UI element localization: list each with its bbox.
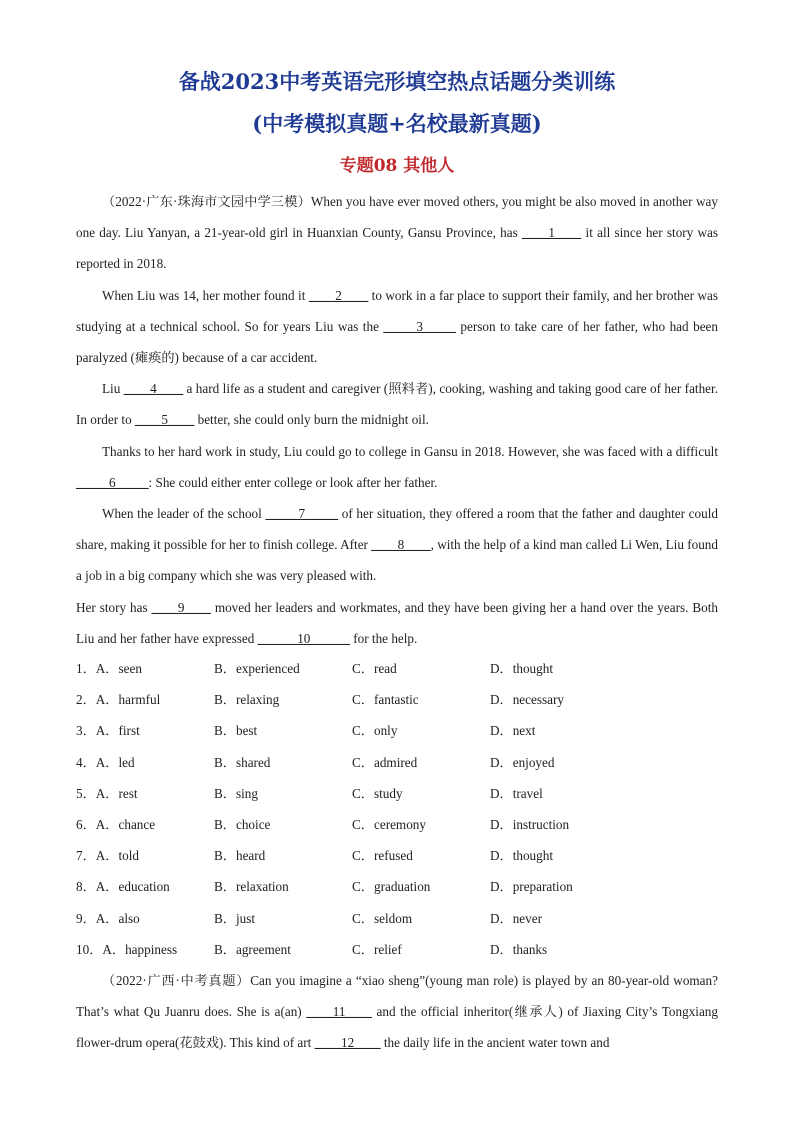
paragraph-2: When Liu was 14, her mother found it ____2____ to work in a far place to support their family, and her brother was studying at a technical school. So for years Liu was the _____3_____ person to take care of her father, who had been paralyzed (瘫痪的) because of a car accident. — [76, 287, 718, 366]
option-row — [76, 934, 736, 965]
option-c: C．only — [352, 723, 398, 739]
passage-2 — [76, 965, 718, 1059]
option-b: B．best — [214, 723, 258, 739]
option-c: C．read — [352, 661, 397, 676]
option-c: C．ceremony — [352, 816, 426, 832]
paragraph-1: （2022·广东·珠海市文园中学三模）When you have ever moved others, you might be also moved in another way one day. Liu Yanyan, a 21-year-old girl in Huanxian County, Gansu Province, has ____1____ it all since her story was reported in 2018. — [76, 194, 719, 272]
blank-7: _____7_____ — [265, 506, 339, 522]
option-a: 8．A．education — [76, 879, 170, 895]
option-row — [76, 840, 736, 871]
option-c: C．seldom — [352, 910, 413, 926]
option-b: B．relaxing — [214, 692, 280, 708]
option-b: B．experienced — [214, 661, 300, 676]
paragraph-6: Her story has ____9____ moved her leaders and workmates, and they have been giving her a hand over the years. Both Liu and her father have expressed ______10______ for the help. — [76, 599, 718, 646]
paragraph-3: Liu ____4____ a hard life as a student and caregiver (照料者), cooking, washing and taking good care of her father. In order to ____5____ better, she could only burn the midnight oil. — [76, 381, 718, 428]
option-d: D．thought — [490, 848, 554, 864]
passage-1 — [76, 186, 718, 654]
blank-4: ____4____ — [123, 381, 184, 397]
option-b: B．sing — [214, 785, 258, 801]
option-b: B．choice — [214, 816, 271, 832]
option-b: B．agreement — [214, 941, 291, 957]
option-b: B．heard — [214, 848, 266, 864]
option-a: 7．A．told — [76, 848, 140, 864]
option-a: 9．A．also — [76, 910, 140, 926]
option-a: 5．A．rest — [76, 785, 138, 801]
blank-3: _____3_____ — [383, 318, 456, 334]
option-d: D．travel — [490, 785, 543, 801]
option-row — [76, 747, 736, 778]
option-d: D．next — [490, 723, 536, 739]
option-a: 10．A．happiness — [76, 941, 178, 957]
blank-11: ____11____ — [306, 1004, 372, 1020]
option-row — [76, 903, 736, 934]
blank-8: ____8____ — [371, 537, 431, 553]
option-d: D．thought — [490, 661, 554, 676]
option-c: C．refused — [352, 848, 413, 864]
option-d: D．preparation — [490, 879, 573, 895]
blank-9: ____9____ — [151, 599, 211, 615]
paragraph-7: （2022·广西·中考真题）Can you imagine a “xiao sheng”(young man role) is played by an 80-year-old woman? That’s what Qu Juanru does. She is a(an) ____11____ and the official inheritor(继承人) of Jiaxing City’s Tongxiang flower-drum opera(花鼓戏). This kind of art ____12____ the daily life in the ancient water town and — [76, 973, 718, 1051]
blank-10: ______10______ — [257, 630, 350, 646]
option-b: B．just — [214, 910, 256, 926]
option-c: C．admired — [352, 754, 418, 770]
option-row — [76, 653, 736, 684]
answer-options — [76, 653, 736, 965]
option-a: 6．A．chance — [76, 816, 156, 832]
option-row — [76, 684, 736, 715]
option-b: B．shared — [214, 754, 271, 770]
option-c: C．study — [352, 785, 403, 801]
blank-6: _____6_____ — [76, 474, 149, 490]
option-a: 1．A．seen — [76, 661, 142, 676]
blank-5: ____5____ — [134, 412, 195, 428]
blank-2: ____2____ — [308, 287, 369, 303]
option-d: D．enjoyed — [490, 754, 555, 770]
option-d: D．thanks — [490, 941, 548, 957]
option-b: B．relaxation — [214, 879, 289, 895]
option-c: C．fantastic — [352, 692, 419, 708]
paragraph-5: When the leader of the school _____7_____ of her situation, they offered a room that the father and daughter could share, making it possible for her to finish college. After ____8____, with the help of a kind man called Li Wen, Liu found a job in a big company which she was very pleased with. — [76, 506, 718, 584]
option-row — [76, 871, 736, 902]
option-a: 3．A．first — [76, 723, 140, 739]
option-d: D．necessary — [490, 692, 564, 708]
option-c: C．relief — [352, 941, 402, 957]
option-a: 2．A．harmful — [76, 692, 161, 708]
option-a: 4．A．led — [76, 754, 135, 770]
option-d: D．instruction — [490, 816, 570, 832]
topic-title: 专题08 其他人 — [339, 156, 455, 176]
blank-12: ____12____ — [314, 1035, 381, 1051]
option-d: D．never — [490, 910, 542, 926]
blank-1: ____1____ — [521, 225, 582, 241]
option-row — [76, 715, 736, 746]
document-title: 备战2023中考英语完形填空热点话题分类训练 — [178, 69, 616, 94]
paragraph-4: Thanks to her hard work in study, Liu could go to college in Gansu in 2018. However, she was faced with a difficult _____6_____: She could either enter college or look after her father. — [76, 443, 718, 490]
option-row — [76, 809, 736, 840]
document-subtitle: (中考模拟真题+名校最新真题) — [252, 111, 542, 136]
option-c: C．graduation — [352, 879, 431, 895]
option-row — [76, 778, 736, 809]
